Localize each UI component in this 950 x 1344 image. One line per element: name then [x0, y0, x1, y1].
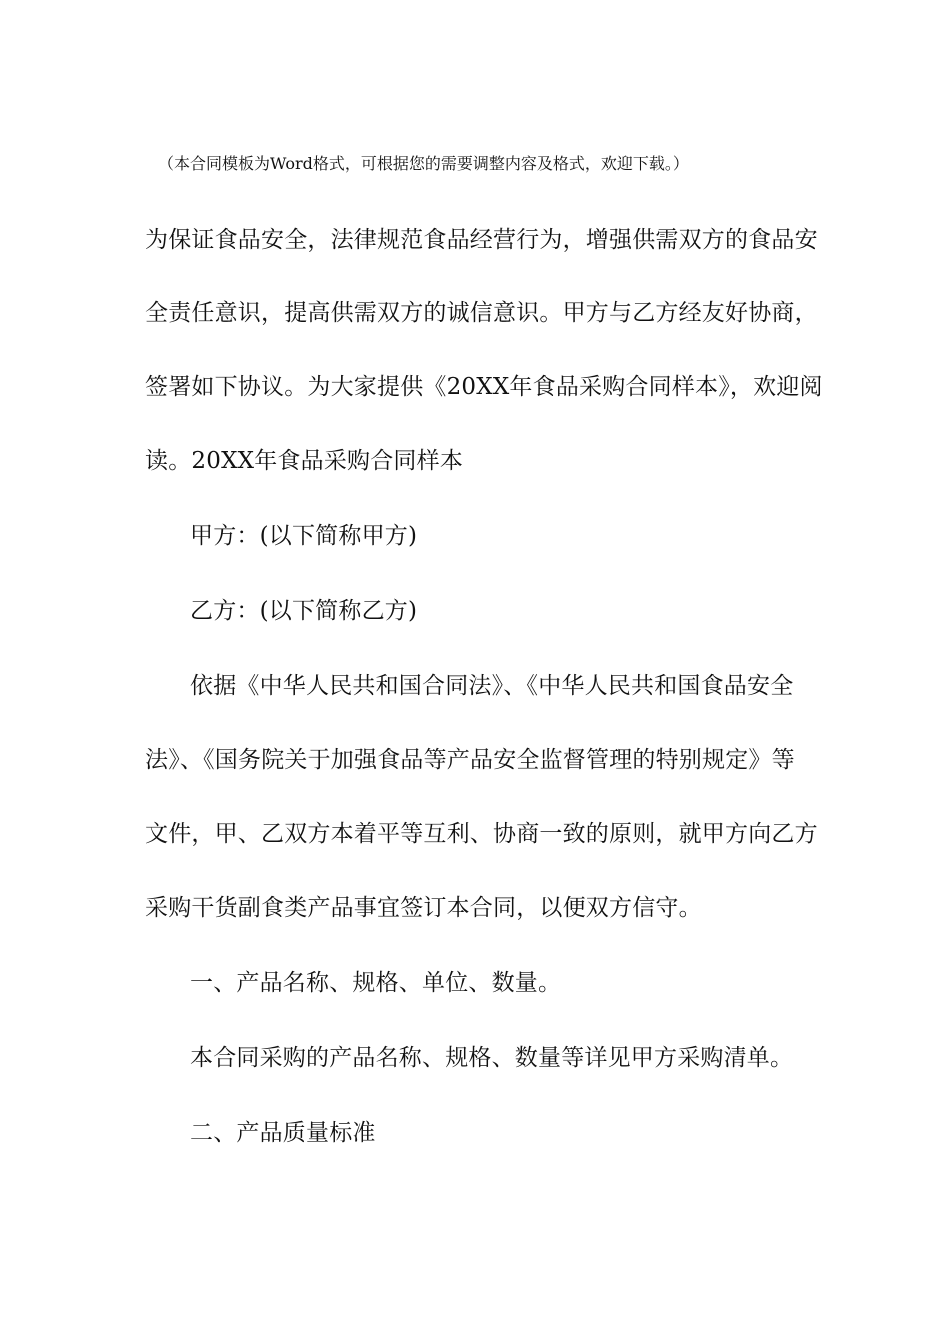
- section-heading-1: 一、产品名称、规格、单位、数量。: [190, 970, 562, 996]
- paragraph-line: 签署如下协议。为大家提供《20XX年食品采购合同样本》，欢迎阅: [145, 374, 823, 400]
- paragraph-line: 本合同采购的产品名称、规格、数量等详见甲方采购清单。: [190, 1045, 794, 1071]
- paragraph-line: 文件，甲、乙双方本着平等互利、协商一致的原则，就甲方向乙方: [145, 821, 818, 847]
- party-b-line: 乙方：(以下简称乙方): [190, 598, 418, 624]
- paragraph-line: 读。20XX年食品采购合同样本: [145, 448, 464, 474]
- paragraph-line: 全责任意识，提高供需双方的诚信意识。甲方与乙方经友好协商，: [145, 300, 818, 326]
- paragraph-line: 采购干货副食类产品事宜签订本合同，以便双方信守。: [145, 895, 702, 921]
- party-a-line: 甲方：(以下简称甲方): [190, 523, 418, 549]
- paragraph-line: 依据《中华人民共和国合同法》、《中华人民共和国食品安全: [190, 673, 794, 699]
- section-heading-2: 二、产品质量标准: [190, 1120, 376, 1146]
- paragraph-line: 法》、《国务院关于加强食品等产品安全监督管理的特别规定》等: [145, 747, 795, 773]
- paragraph-line: 为保证食品安全，法律规范食品经营行为，增强供需双方的食品安: [145, 227, 818, 253]
- template-note: （本合同模板为Word格式，可根据您的需要调整内容及格式，欢迎下载。）: [158, 154, 689, 173]
